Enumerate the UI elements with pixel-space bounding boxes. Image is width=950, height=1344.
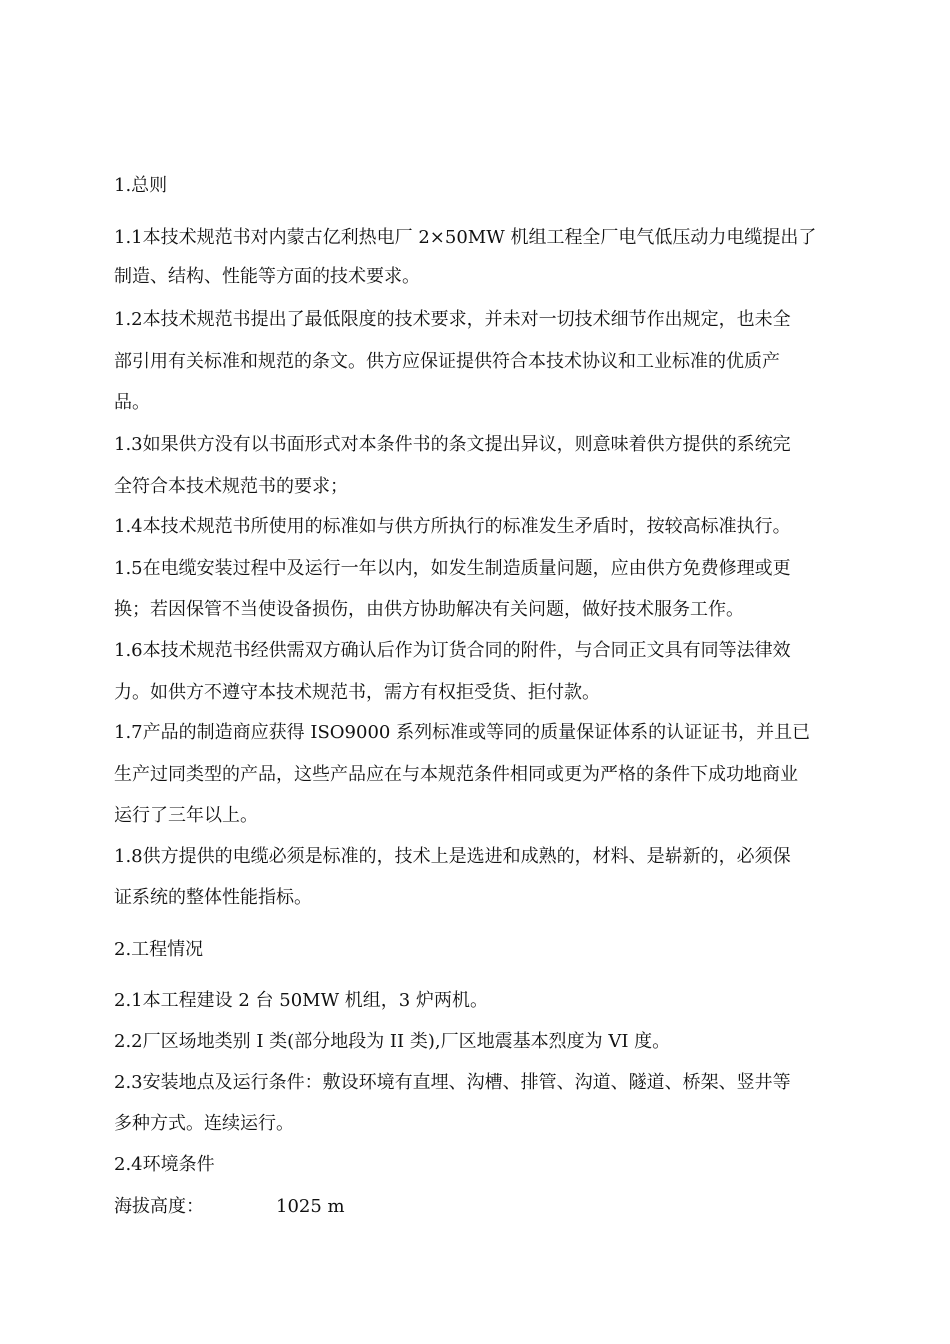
paragraph-line: 1.2本技术规范书提出了最低限度的技术要求，并未对一切技术细节作出规定，也未全 bbox=[114, 309, 791, 330]
paragraph-line: 力。如供方不遵守本技术规范书，需方有权拒受货、拒付款。 bbox=[114, 682, 600, 703]
paragraph-line: 生产过同类型的产品，这些产品应在与本规范条件相同或更为严格的条件下成功地商业 bbox=[114, 764, 798, 785]
paragraph-line: 2.1本工程建设 2 台 50MW 机组，3 炉两机。 bbox=[114, 990, 488, 1011]
paragraph-line: 品。 bbox=[114, 392, 150, 413]
altitude-value: 1025 m bbox=[276, 1196, 345, 1217]
paragraph-line: 1.7产品的制造商应获得 ISO9000 系列标准或等同的质量保证体系的认证证书，并且已 bbox=[114, 722, 811, 743]
paragraph-line: 1.3如果供方没有以书面形式对本条件书的条文提出异议，则意味着供方提供的系统完 bbox=[114, 434, 791, 455]
paragraph-line: 部引用有关标准和规范的条文。供方应保证提供符合本技术协议和工业标准的优质产 bbox=[114, 351, 780, 372]
paragraph-line: 1.5在电缆安装过程中及运行一年以内，如发生制造质量问题，应由供方免费修理或更 bbox=[114, 558, 791, 579]
section-heading: 1.总则 bbox=[114, 175, 168, 196]
paragraph-line: 1.8供方提供的电缆必须是标准的，技术上是选进和成熟的，材料、是崭新的，必须保 bbox=[114, 846, 791, 867]
paragraph-line: 证系统的整体性能指标。 bbox=[114, 887, 312, 908]
paragraph-line: 1.4本技术规范书所使用的标准如与供方所执行的标准发生矛盾时，按较高标准执行。 bbox=[114, 516, 791, 537]
paragraph-line: 1.1本技术规范书对内蒙古亿利热电厂 2×50MW 机组工程全厂电气低压动力电缆提出了 bbox=[114, 227, 817, 248]
altitude-row bbox=[114, 1195, 204, 1219]
paragraph-line: 2.4环境条件 bbox=[114, 1154, 215, 1175]
paragraph-line: 制造、结构、性能等方面的技术要求。 bbox=[114, 266, 420, 287]
paragraph-line: 1.6本技术规范书经供需双方确认后作为订货合同的附件，与合同正文具有同等法律效 bbox=[114, 640, 791, 661]
paragraph-line: 全符合本技术规范书的要求； bbox=[114, 476, 348, 497]
paragraph-line: 多种方式。连续运行。 bbox=[114, 1113, 294, 1134]
section-heading: 2.工程情况 bbox=[114, 939, 204, 960]
altitude-label: 海拔高度： bbox=[114, 1196, 204, 1217]
paragraph-line: 2.2厂区场地类别 I 类(部分地段为 II 类),厂区地震基本烈度为 VI 度。 bbox=[114, 1031, 671, 1052]
paragraph-line: 2.3安装地点及运行条件：敷设环境有直埋、沟槽、排管、沟道、隧道、桥架、竖井等 bbox=[114, 1072, 791, 1093]
paragraph-line: 运行了三年以上。 bbox=[114, 805, 258, 826]
paragraph-line: 换；若因保管不当使设备损伤，由供方协助解决有关问题，做好技术服务工作。 bbox=[114, 599, 744, 620]
